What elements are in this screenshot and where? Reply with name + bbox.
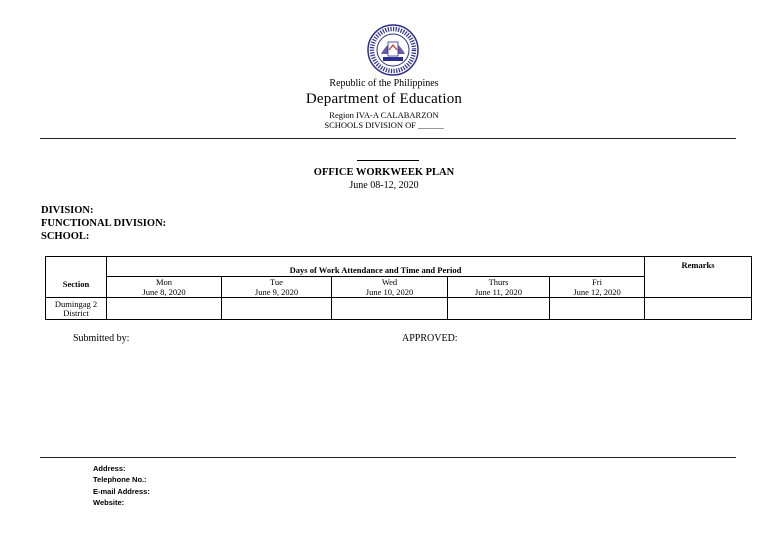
day-date: June 8, 2020 — [142, 287, 186, 297]
day-date: June 11, 2020 — [474, 287, 523, 297]
day-name: Mon — [155, 277, 173, 287]
day-column-tue — [222, 277, 332, 298]
day-name: Tue — [270, 277, 283, 287]
email-label: E-mail Address: — [93, 486, 150, 496]
republic-line: Republic of the Philippines — [329, 78, 439, 89]
day-date: June 12, 2020 — [573, 287, 621, 297]
thurs-cell[interactable] — [448, 298, 550, 320]
day-column-mon — [107, 277, 222, 298]
mon-cell[interactable] — [107, 298, 222, 320]
day-date: June 9, 2020 — [254, 287, 299, 297]
day-column-thurs — [448, 277, 550, 298]
day-name: Thurs — [488, 277, 509, 287]
section-line: Dumingag 2 — [54, 298, 98, 309]
footer-contact — [93, 463, 150, 508]
deped-seal-icon — [367, 24, 419, 76]
document-date-range: June 08-12, 2020 — [349, 180, 419, 191]
schools-division-line: SCHOOLS DIVISION OF ______ — [324, 120, 444, 130]
telephone-label: Telephone No.: — [93, 475, 147, 485]
tue-cell[interactable] — [222, 298, 332, 320]
table-row — [46, 298, 752, 320]
address-label: Address: — [93, 464, 126, 473]
section-header: Section — [46, 257, 107, 298]
wed-cell[interactable] — [332, 298, 448, 320]
remarks-header: Remarks — [645, 257, 752, 298]
region-line: Region IVA-A CALABARZON — [329, 110, 439, 120]
remarks-cell[interactable] — [645, 298, 752, 320]
division-label: DIVISION: — [41, 205, 94, 216]
functional-division-label: FUNCTIONAL DIVISION: — [41, 218, 167, 229]
website-label: Website: — [93, 497, 125, 507]
day-name: Wed — [381, 277, 398, 287]
day-date: June 10, 2020 — [365, 287, 414, 297]
days-header: Days of Work Attendance and Time and Period — [107, 257, 645, 277]
workweek-plan-table — [45, 256, 752, 320]
department-name: Department of Education — [305, 91, 463, 107]
school-label: SCHOOL: — [41, 231, 90, 242]
day-name: Fri — [592, 277, 602, 287]
day-column-fri — [550, 277, 645, 298]
document-title: OFFICE WORKWEEK PLAN — [313, 167, 455, 178]
office-labels — [41, 204, 166, 243]
approved-label: APPROVED: — [402, 333, 458, 344]
header-divider — [40, 138, 736, 139]
section-line: District — [63, 307, 89, 318]
title-blank-line — [357, 160, 419, 161]
submitted-by-label: Submitted by: — [73, 333, 130, 344]
day-column-wed — [332, 277, 448, 298]
section-cell[interactable] — [46, 298, 107, 320]
fri-cell[interactable] — [550, 298, 645, 320]
footer-divider — [40, 457, 736, 458]
